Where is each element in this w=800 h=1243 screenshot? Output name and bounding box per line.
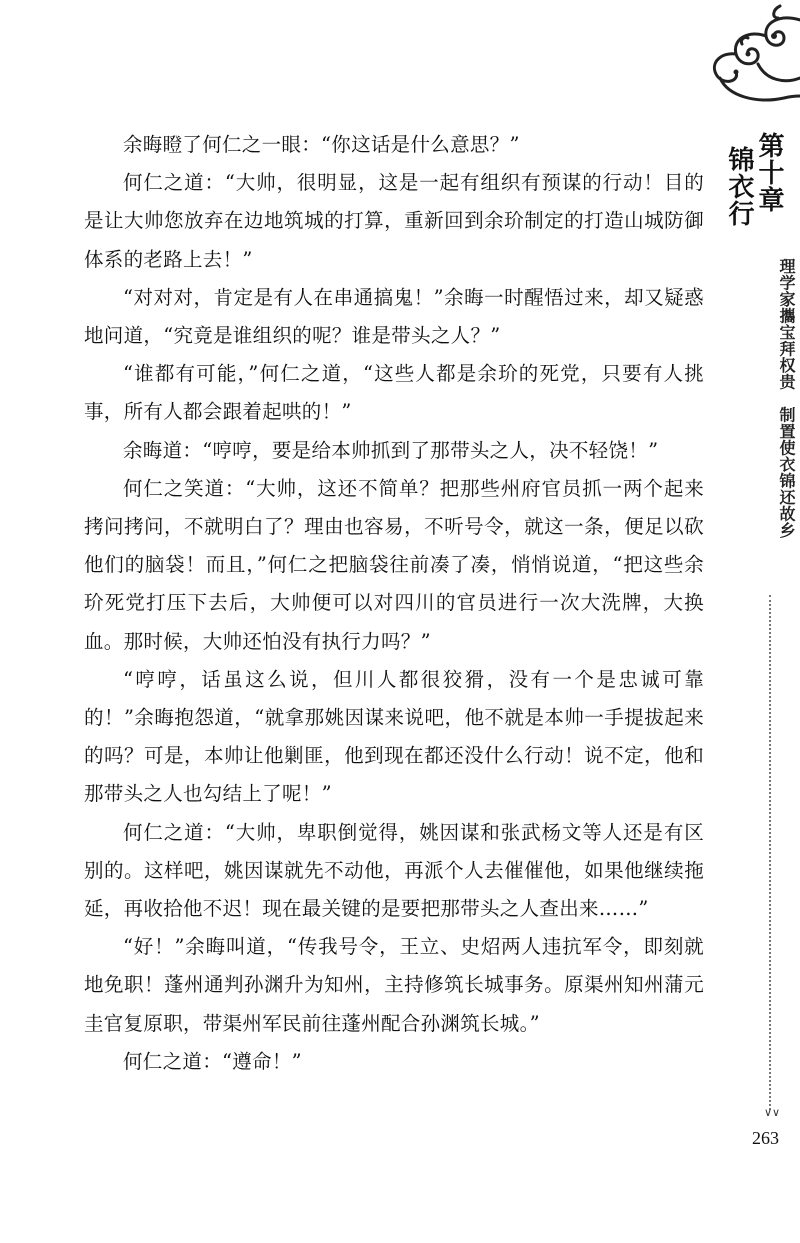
chevron-down-icon: ∨∨ xyxy=(764,1106,781,1119)
paragraph: 何仁之道：“大帅，很明显，这是一起有组织有预谋的行动！目的是让大帅您放弃在边地筑城的打算，重新回到余玠制定的打造山城防御体系的老路上去！” xyxy=(84,171,704,271)
paragraph: “对对对，肯定是有人在串通搞鬼！”余晦一时醒悟过来，却又疑惑地问道，“究竟是谁组织的呢？谁是带头之人？” xyxy=(84,285,704,348)
chapter-subtitle: 理学家攜宝拜权贵 制置使衣锦还故乡 xyxy=(777,258,796,539)
paragraph: 何仁之道：“大帅，卑职倒觉得，姚因谋和张武杨文等人还是有区别的。这样吧，姚因谋就先不动他，再派个人去催催他，如果他继续拖延，再收拾他不迟！现在最关键的是要把那带头之人查出来……” xyxy=(84,820,704,921)
paragraph: 余晦道：“哼哼，要是给本帅抓到了那带头之人，决不轻饶！” xyxy=(123,438,659,462)
paragraph: 何仁之笑道：“大帅，这还不简单？把那些州府官员抓一两个起来拷问拷问，不就明白了？理由也容易，不听号令，就这一条，便足以砍他们的脑袋！而且，”何仁之把脑袋往前凑了凑，悄悄说道，“把这些余玠死党打压下去后，大帅便可以对四川的官员进行一次大洗牌，大换血。那时候，大帅还怕没有执行力吗？” xyxy=(84,476,704,653)
paragraph: 何仁之道：“遵命！” xyxy=(123,1049,302,1073)
paragraph: “哼哼，话虽这么说，但川人都很狡猾，没有一个是忠诚可靠的！”余晦抱怨道，“就拿那姚因谋来说吧，他不就是本帅一手提拔起来的吗？可是，本帅让他剿匪，他到现在都还没什么行动！说不定，他和那带头之人也勾结上了呢！” xyxy=(84,667,704,806)
body-text xyxy=(84,126,704,1081)
paragraph: “谁都有可能，”何仁之道，“这些人都是余玠的死党，只要有人挑事，所有人都会跟着起哄的！” xyxy=(84,362,704,424)
page-number: 263 xyxy=(752,1128,779,1148)
paragraph: “好！”余晦叫道，“传我号令，王立、史炤两人违抗军令，即刻就地免职！蓬州通判孙渊升为知州，主持修筑长城事务。原渠州知州蒲元圭官复原职，带渠州军民前往蓬州配合孙渊筑长城。” xyxy=(84,935,704,1035)
margin-dotted-rule xyxy=(769,595,771,1110)
paragraph: 余晦瞪了何仁之一眼：“你这话是什么意思？” xyxy=(123,133,520,156)
cloud-ornament-icon xyxy=(680,0,800,120)
chapter-heading xyxy=(724,132,784,227)
chapter-title: 锦衣行 xyxy=(724,146,754,227)
chapter-number: 第十章 xyxy=(754,132,784,213)
